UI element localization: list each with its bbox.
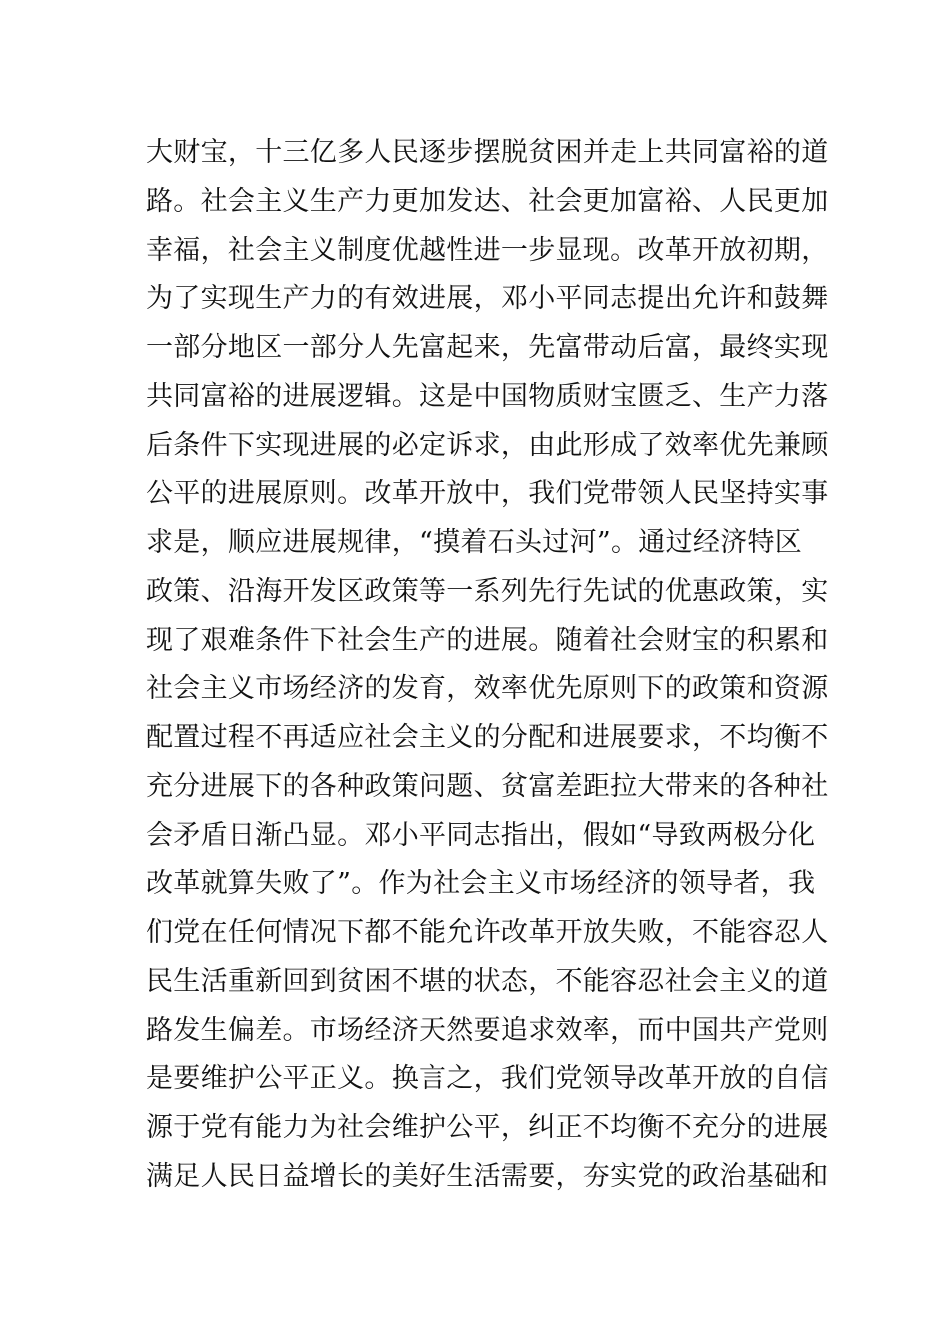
text-line: 改革就算失败了”。作为社会主义市场经济的领导者，我 (146, 868, 816, 900)
text-line: 政策、沿海开发区政策等一系列先行先试的优惠政策，实 (146, 575, 829, 607)
body-text (146, 129, 829, 1202)
text-line: 共同富裕的进展逻辑。这是中国物质财宝匮乏、生产力落 (146, 380, 829, 412)
text-line: 社会主义市场经济的发育，效率优先原则下的政策和资源 (146, 673, 829, 705)
text-line: 是要维护公平正义。换言之，我们党领导改革开放的自信 (146, 1063, 829, 1095)
text-line: 一部分地区一部分人先富起来，先富带动后富，最终实现 (146, 332, 829, 363)
text-line: 源于党有能力为社会维护公平，纠正不均衡不充分的进展 (146, 1112, 829, 1143)
text-line: 会矛盾日渐凸显。邓小平同志指出，假如“导致两极分化 (146, 819, 816, 851)
text-line: 求是，顺应进展规律，“摸着石头过河”。通过经济特区 (146, 527, 803, 558)
text-line: 为了实现生产力的有效进展，邓小平同志提出允许和鼓舞 (146, 283, 829, 315)
text-line: 路发生偏差。市场经济天然要追求效率，而中国共产党则 (146, 1014, 829, 1046)
text-line: 路。社会主义生产力更加发达、社会更加富裕、人民更加 (146, 185, 829, 217)
text-line: 后条件下实现进展的必定诉求，由此形成了效率优先兼顾 (146, 429, 829, 461)
text-line: 们党在任何情况下都不能允许改革开放失败，不能容忍人 (146, 917, 829, 948)
text-line: 满足人民日益增长的美好生活需要，夯实党的政治基础和 (146, 1160, 829, 1192)
text-line: 配置过程不再适应社会主义的分配和进展要求，不均衡不 (146, 722, 829, 753)
text-line: 幸福，社会主义制度优越性进一步显现。改革开放初期， (146, 234, 829, 266)
text-line: 充分进展下的各种政策问题、贫富差距拉大带来的各种社 (146, 770, 829, 802)
text-line: 民生活重新回到贫困不堪的状态，不能容忍社会主义的道 (146, 965, 829, 997)
text-line: 公平的进展原则。改革开放中，我们党带领人民坚持实事 (146, 478, 829, 510)
text-line: 现了艰难条件下社会生产的进展。随着社会财宝的积累和 (146, 624, 829, 656)
text-line: 大财宝，十三亿多人民逐步摆脱贫困并走上共同富裕的道 (146, 137, 829, 168)
